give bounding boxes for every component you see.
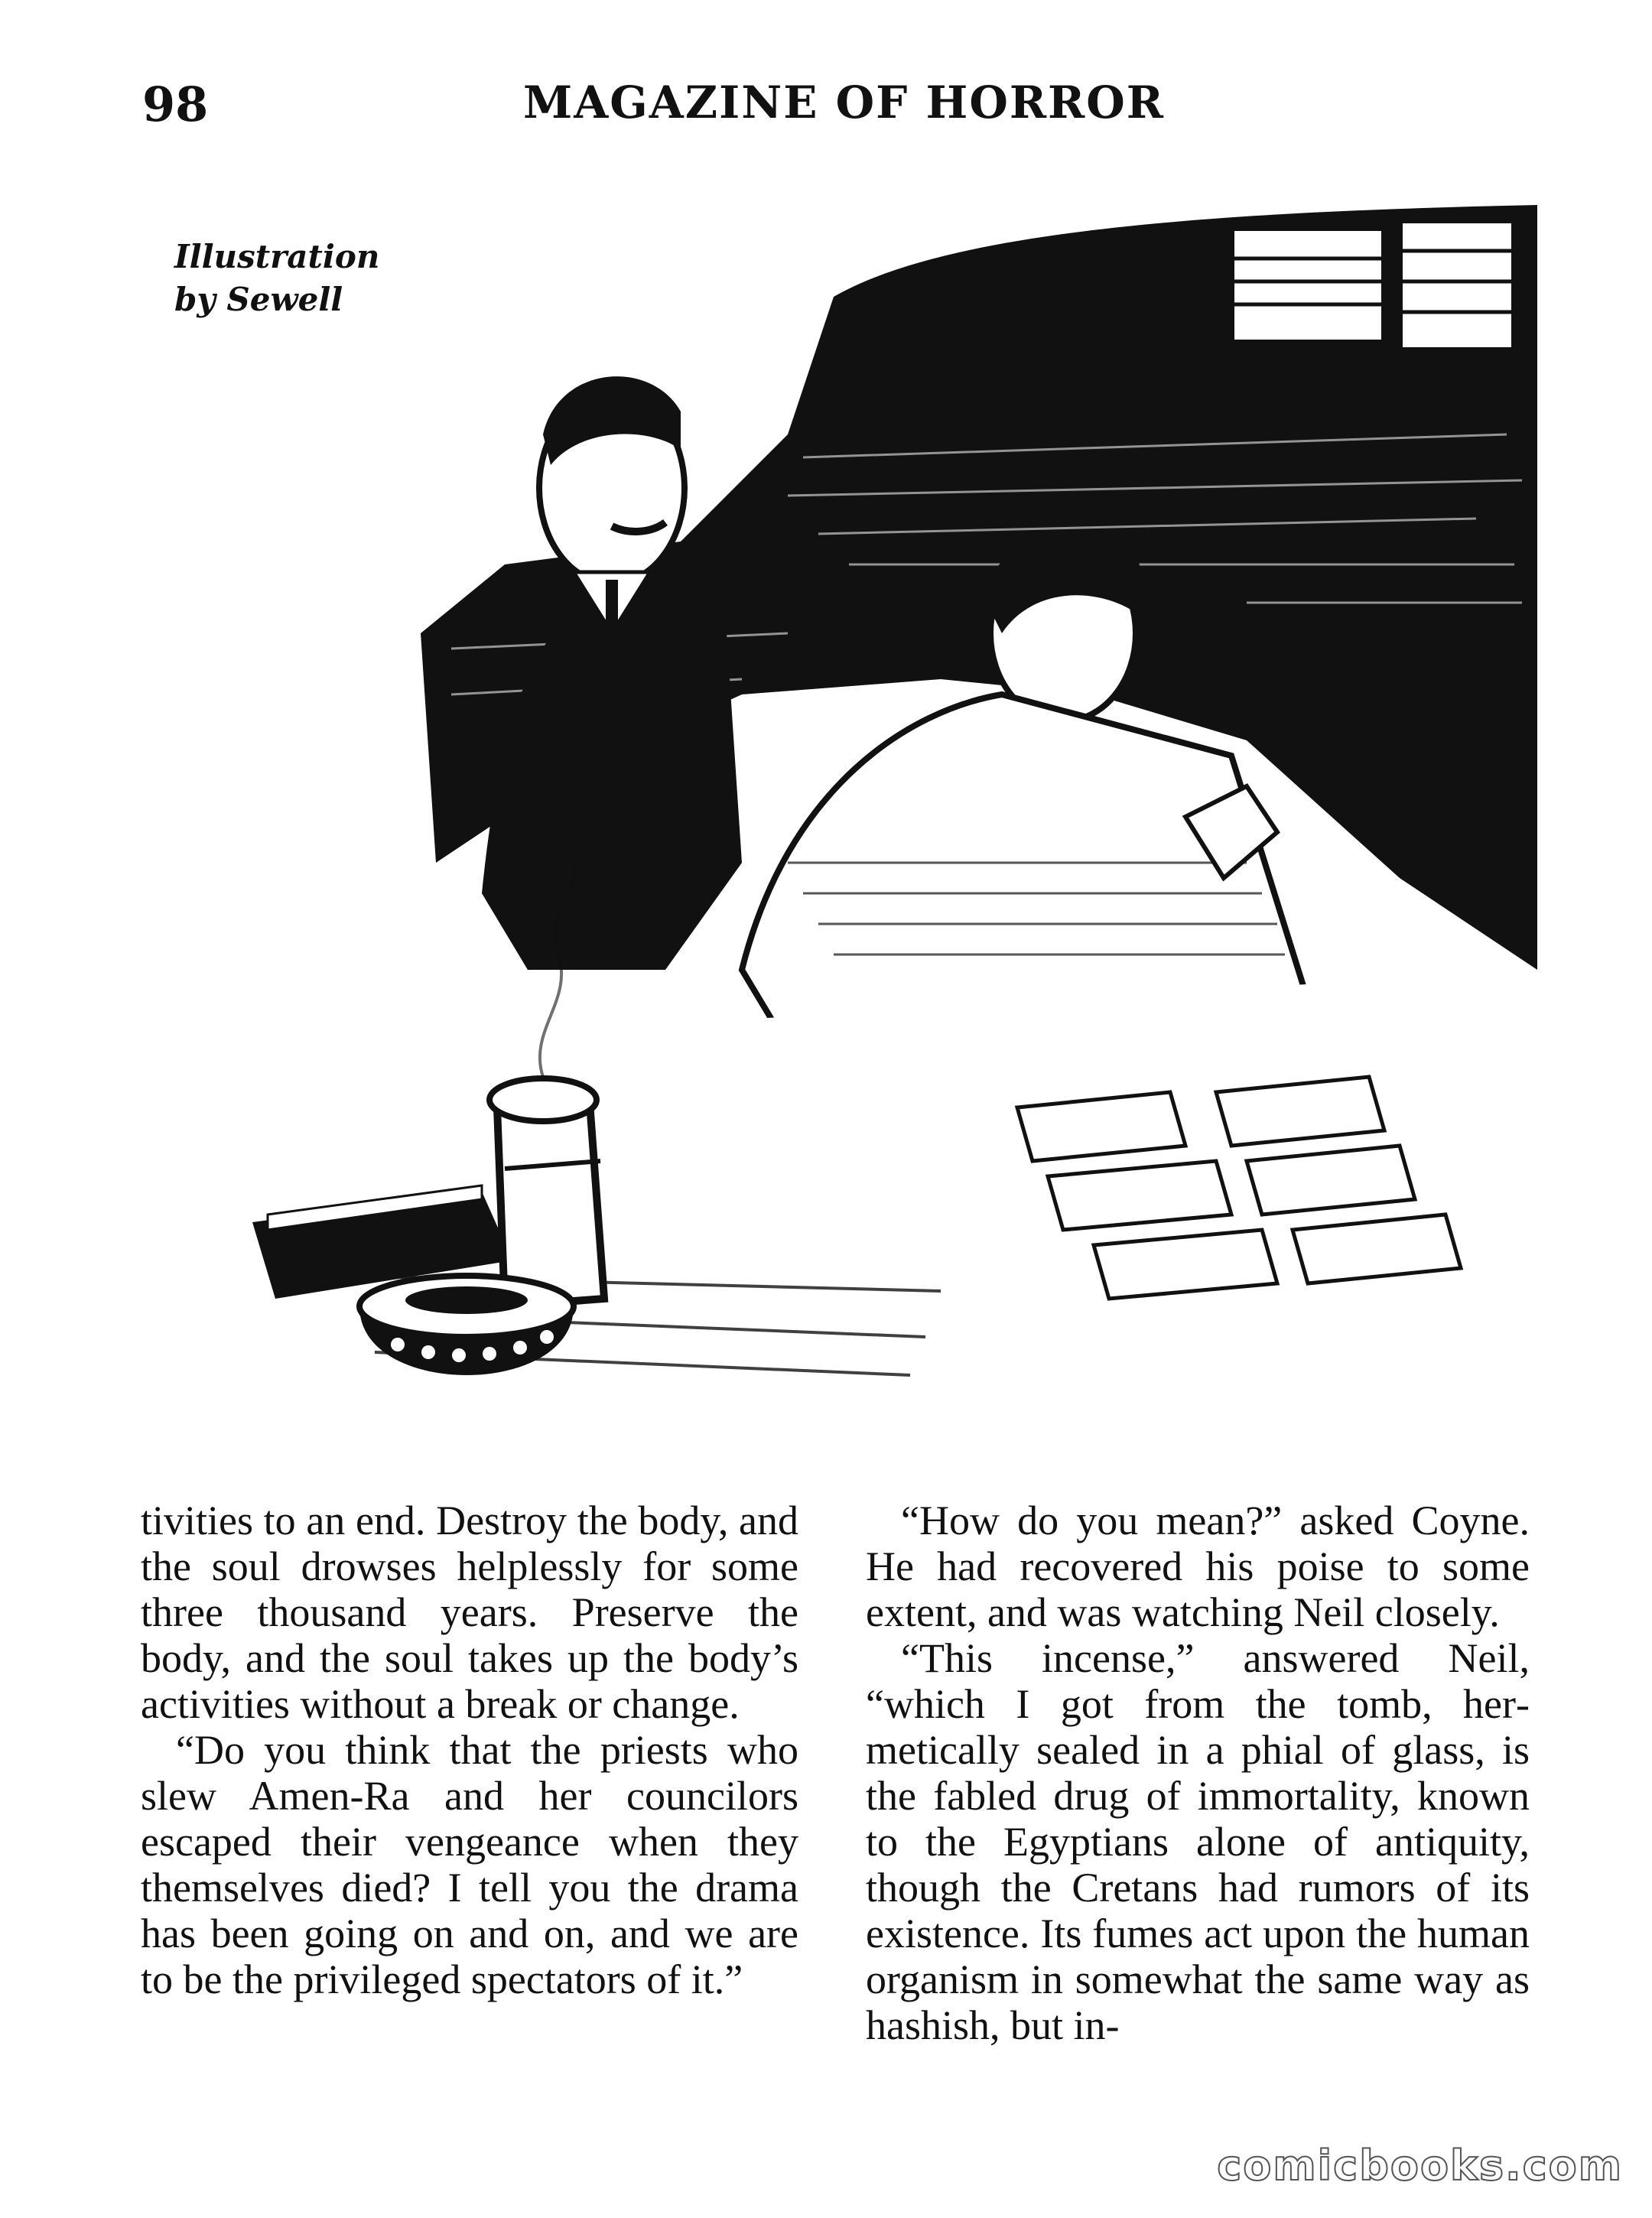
paragraph: “Do you think that the priests who slew Amen-Ra and her councilors escaped their vengeance when they themselves died? I tell you the drama has been going on and on, and we are to be the privileged spectators of it.” [141,1727,798,2002]
text-column-right [866,1498,1530,2048]
paragraph: “How do you mean?” asked Coyne. He had recovered his poise to some extent, and was watching Neil closely. [866,1498,1530,1635]
window-frame [1231,220,1514,350]
credit-line-1: Illustration [174,238,380,275]
credit-line-2: by Sewell [174,281,343,318]
page-number: 98 [142,76,209,132]
text-column-left [141,1498,798,2002]
story-illustration [252,205,1537,1413]
magazine-title: MAGAZINE OF HORROR [523,76,1165,128]
paragraph: “This incense,” answered Neil, “which I got from the tomb, hermetically sealed in a phial of glass, is the fabled drug of immortality, known to the Egyptians alone of antiquity, though the Cretans had rumors of its existence. Its fumes act upon the human organism in somewhat the same way as hashish, but in- [866,1635,1530,2048]
watermark: comicbooks.com [1217,2142,1623,2190]
paragraph: tivities to an end. Destroy the body, and the soul drowses helplessly for some three thousand years. Preserve the body, and the soul takes up the body’s activities without a break or change. [141,1498,798,1727]
